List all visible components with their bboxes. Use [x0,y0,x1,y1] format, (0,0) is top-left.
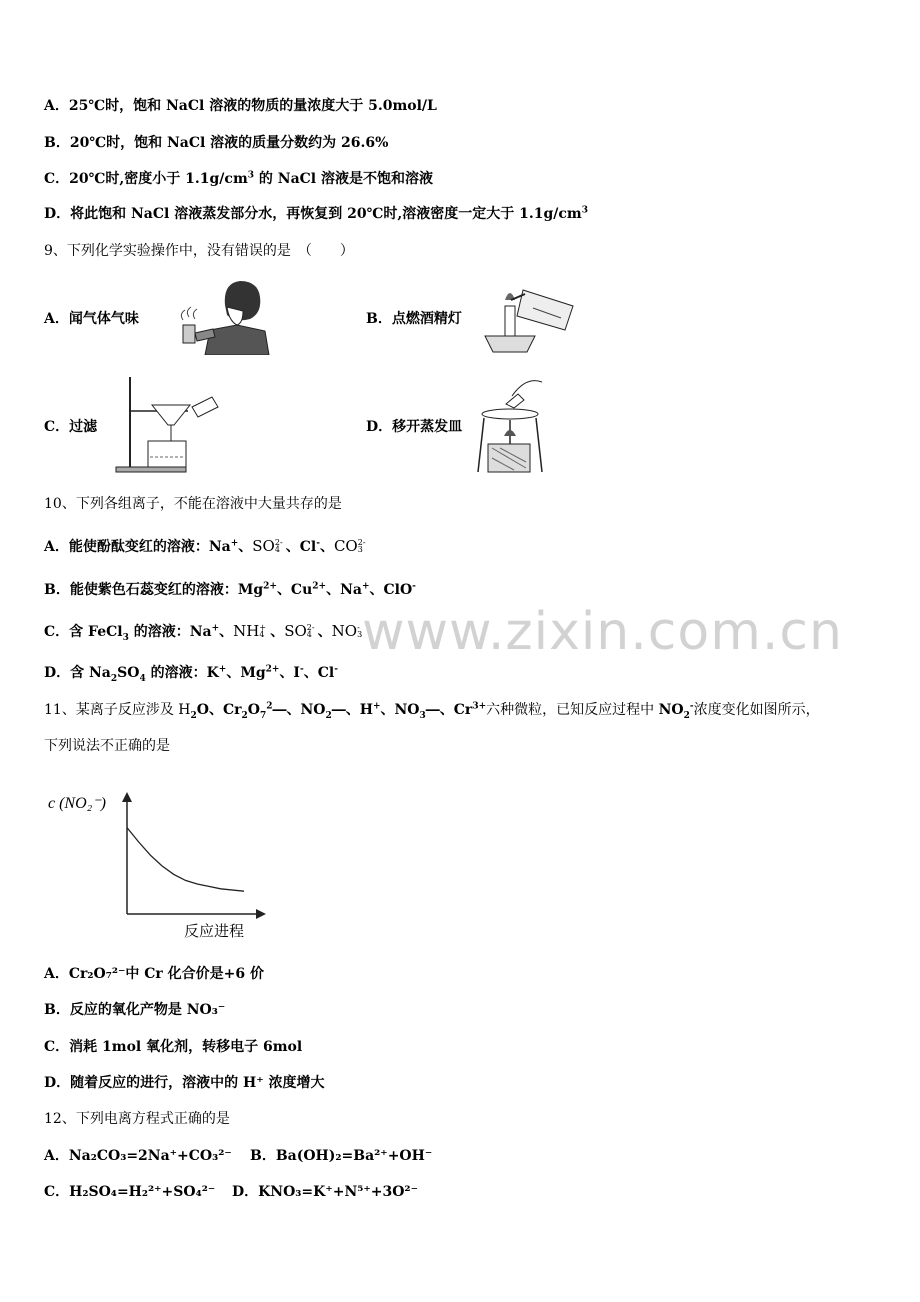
q8-option-a: A．25℃时，饱和 NaCl 溶液的物质的量浓度大于 5.0mol/L [44,98,437,114]
q8-option-b: B．20℃时，饱和 NaCl 溶液的质量分数约为 26.6% [44,135,389,151]
q11-option-b: B．反应的氧化产物是 NO₃⁻ [44,1002,226,1018]
q8-option-d: D．将此饱和 NaCl 溶液蒸发部分水，再恢复到 20℃时,溶液密度一定大于 $1.1g/cm^3$ [44,205,588,222]
watermark: www.zixin.com.cn [362,602,843,662]
q9-option-b-label: B．点燃酒精灯 [366,311,462,327]
q9-option-a-label: A．闻气体气味 [44,311,139,327]
q12-stem: 12、下列电离方程式正确的是 [44,1111,230,1127]
chart-series-line [127,828,244,892]
q10-option-b: B．能使紫色石蕊变红的溶液：$Mg^{2+}$、$Cu^{2+}$、Na+、ClO- [44,581,416,598]
evaporating-dish-illustration [470,374,560,474]
q10-option-a: A．能使酚酞变红的溶液：Na+、SO 2- 4 、Cl-、CO 2- 3 [44,537,366,555]
q10-option-d: D．含 $Na_2SO_4$ 的溶液：K+、$Mg^{2+}$、I-、Cl- [44,664,338,684]
q11-stem-line2: 下列说法不正确的是 [44,738,170,754]
q9-option-d-label: D．移开蒸发皿 [366,419,463,435]
chart-y-arrow [122,792,132,802]
filtration-illustration [108,375,223,475]
chart-x-arrow [256,909,266,919]
q9-option-c-label: C．过滤 [44,419,98,435]
q10-option-c: C．含 FeCl$_3$ 的溶液：Na+、NH + 4 、SO 2- 4 、NO - 3 [44,622,363,643]
q12-option-b: B．Ba(OH)₂=Ba²⁺+OH⁻ [250,1148,433,1164]
q9-stem: 9、下列化学实验操作中，没有错误的是 （ ） [44,243,354,259]
no2-concentration-chart [44,786,274,942]
alcohol-lamp-illustration [475,278,580,356]
chart-x-label: 反应进程 [184,922,245,940]
q11-option-d: D．随着反应的进行，溶液中的 H⁺ 浓度增大 [44,1075,325,1091]
q12-option-c: C．H₂SO₄=H₂²⁺+SO₄²⁻ [44,1184,216,1200]
chart-y-label: c (NO₂⁻) [48,795,106,812]
q11-option-a: A．Cr₂O₇²⁻中 Cr 化合价是+6 价 [44,966,264,982]
q12-option-a: A．Na₂CO₃=2Na⁺+CO₃²⁻ [44,1148,232,1164]
q11-option-c: C．消耗 1mol 氧化剂，转移电子 6mol [44,1039,303,1055]
q8-option-c: C．20℃时,密度小于 $1.1g/cm^3$ 的 NaCl 溶液是不饱和溶液 [44,170,433,187]
q12-option-d: D．KNO₃=K⁺+N⁵⁺+3O²⁻ [232,1184,418,1200]
q11-stem-line1: 11、某离子反应涉及 $H_2O$、$Cr_2O_7^2―$、$NO_2―$、H+、$NO_3―$、$Cr^{3+}$六种微粒，已知反应过程中 $NO_2^-$浓度变化如图所示， [44,701,820,721]
q10-stem: 10、下列各组离子，不能在溶液中大量共存的是 [44,496,342,512]
smell-gas-illustration [165,275,275,355]
